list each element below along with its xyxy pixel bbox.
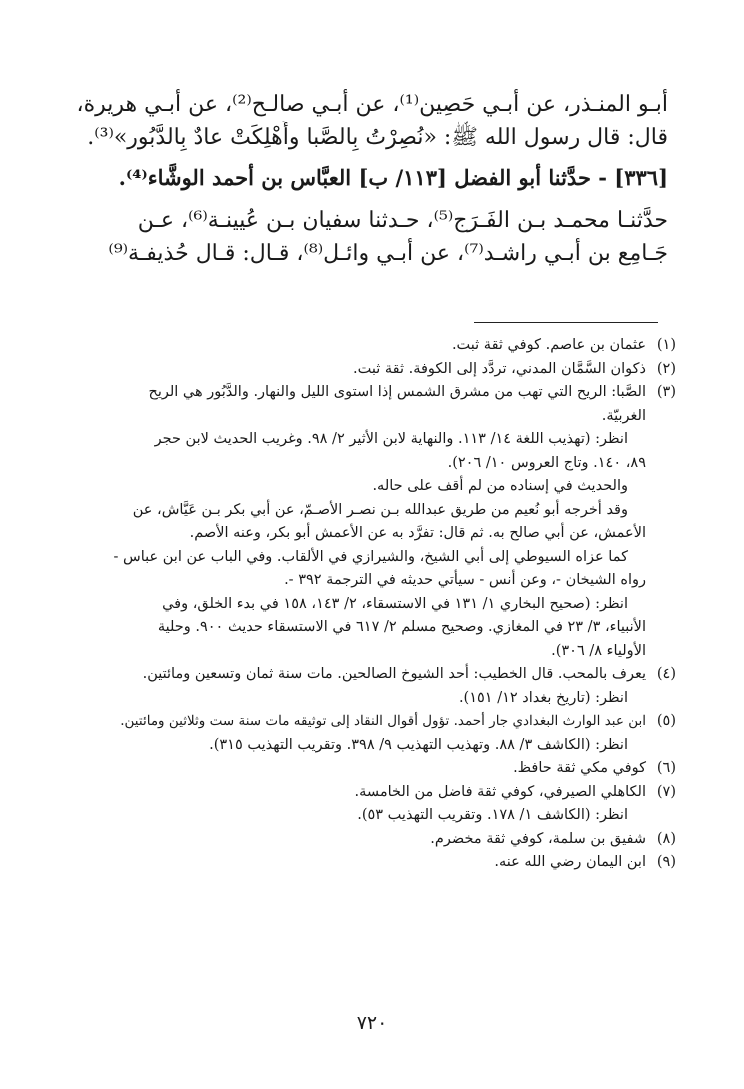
- footnote-text: الأنبياء، ٣/ ٢٣ في المغازي. وصحيح مسلم ٢/ ٦١٧ في الاستسقاء حديث ٩٠٠. وحلية: [157, 619, 646, 635]
- footnote-text: والحديث في إسناده من لم أقف على حاله.: [372, 478, 628, 494]
- footnote-number: (٤): [656, 666, 676, 682]
- footnote-text: الأولياء ٨/ ٣٠٦).: [551, 642, 646, 659]
- footnote: [56, 381, 676, 663]
- footnote-text: رواه الشيخان -، وعن أنس - سيأتي حديثه في الترجمة ٣٩٢ -.: [284, 572, 646, 588]
- footnote: [56, 334, 676, 358]
- main-text: [68, 88, 668, 270]
- main-text-line: حدَّثنـا محمـد بـن الفَـرَج⁽⁵⁾، حـدثنا سفيان بـن عُيينـة⁽⁶⁾، عـن: [137, 208, 668, 233]
- footnote-text: وقد أخرجه أبو نُعيم من طريق عبدالله بـن نصـر الأصـمّ، عن أبي بكر بـن عَيَّاش، عن: [132, 501, 628, 518]
- footnote-text: عثمان بن عاصم. كوفي ثقة ثبت.: [451, 337, 646, 353]
- footnote-text: يعرف بالمحب. قال الخطيب: أحد الشيوخ الصالحين. مات سنة ثمان وتسعين ومائتين.: [142, 666, 646, 682]
- footnote-text: الكاهلي الصيرفي، كوفي ثقة فاضل من الخامسة.: [354, 783, 646, 800]
- footnote-text: الغربيّة.: [601, 407, 646, 424]
- footnote: [56, 781, 676, 828]
- footnote-number: (١): [656, 337, 676, 353]
- footnote-text: انظر: (تهذيب اللغة ١٤/ ١١٣. والنهاية لابن الأثير ٢/ ٩٨. وغريب الحديث لابن حجر: [154, 431, 628, 447]
- main-text-line: قال: قال رسول الله ﷺ: «نُصِرْتُ بِالصَّبا وأُهْلِكَتْ عادٌ بِالدَّبُور»⁽³⁾.: [87, 125, 668, 150]
- footnote-text: انظر: (صحيح البخاري ١/ ١٣١ في الاستسقاء، ٢/ ١٤٣، ١٥٨ في بدء الخلق، وفي: [162, 595, 628, 612]
- footnote-text: الأعمش، عن أبي صالح به. ثم قال: تفرَّد به عن الأعمش أبو بكر، وعنه الأصم.: [189, 525, 646, 541]
- hadith-heading: [٣٣٦] - حدَّثنا أبو الفضل [١١٣/ ب] العبَّاس بن أحمد الوشَّاء⁽⁴⁾.: [118, 165, 668, 190]
- footnote: [56, 828, 676, 852]
- page-number: ٧٢٠: [356, 1012, 388, 1034]
- footnote-number: (٩): [656, 854, 676, 870]
- footnote-text: كوفي مكي ثقة حافظ.: [513, 760, 646, 776]
- footnote: [56, 757, 676, 781]
- footnote: [56, 358, 676, 382]
- footnote-text: كما عزاه السيوطي إلى أبي الشيخ، والشيرازي في الألقاب. وفي الباب عن ابن عباس -: [113, 548, 628, 565]
- footnote-text: انظر: (الكاشف ٣/ ٨٨. وتهذيب التهذيب ٩/ ٣٩٨. وتقريب التهذيب ٣١٥).: [209, 736, 628, 753]
- footnote-text: ابن اليمان رضي الله عنه.: [494, 854, 646, 870]
- footnote-number: (٣): [656, 384, 676, 400]
- footnote-text: الصَّبا: الريح التي تهب من مشرق الشمس إذا استوى الليل والنهار. والدَّبُور هي الريح: [148, 384, 646, 400]
- footnote-number: (٧): [656, 783, 676, 800]
- footnote-text: ٨٩، ١٤٠. وتاج العروس ١٠/ ٢٠٦).: [447, 454, 646, 471]
- footnote: [56, 851, 676, 875]
- footnote-text: انظر: (الكاشف ١/ ١٧٨. وتقريب التهذيب ٥٣).: [357, 807, 628, 823]
- footnote-text: ذكوان السَّمَّان المدني، تردَّد إلى الكوفة. ثقة ثبت.: [352, 360, 646, 377]
- footnote-text: انظر: (تاريخ بغداد ١٢/ ١٥١).: [458, 689, 628, 706]
- footnotes: [56, 334, 676, 875]
- footnote: [56, 710, 676, 757]
- main-text-line: جَـامِع بن أبـي راشـد⁽⁷⁾، عن أبـي وائـل⁽⁸⁾، قـال: قـال حُذيفـة⁽⁹⁾: [108, 241, 668, 266]
- footnote: [56, 663, 676, 710]
- footnote-divider: [474, 322, 658, 323]
- footnote-text: شفيق بن سلمة، كوفي ثقة مخضرم.: [430, 830, 646, 847]
- main-text-line: أبـو المنـذر، عن أبـي حَصِين⁽¹⁾، عن أبـي صالـح⁽²⁾، عن أبـي هريرة،: [76, 92, 668, 117]
- footnote-number: (٦): [656, 760, 676, 776]
- footnote-number: (٨): [656, 830, 676, 847]
- footnote-number: (٥): [656, 713, 676, 729]
- footnote-text: ابن عبد الوارث البغدادي جار أحمد. تؤول أقوال النقاد إلى توثيقه مات سنة ست وثلاثين ومائتين.: [120, 713, 646, 729]
- footnote-number: (٢): [656, 360, 676, 377]
